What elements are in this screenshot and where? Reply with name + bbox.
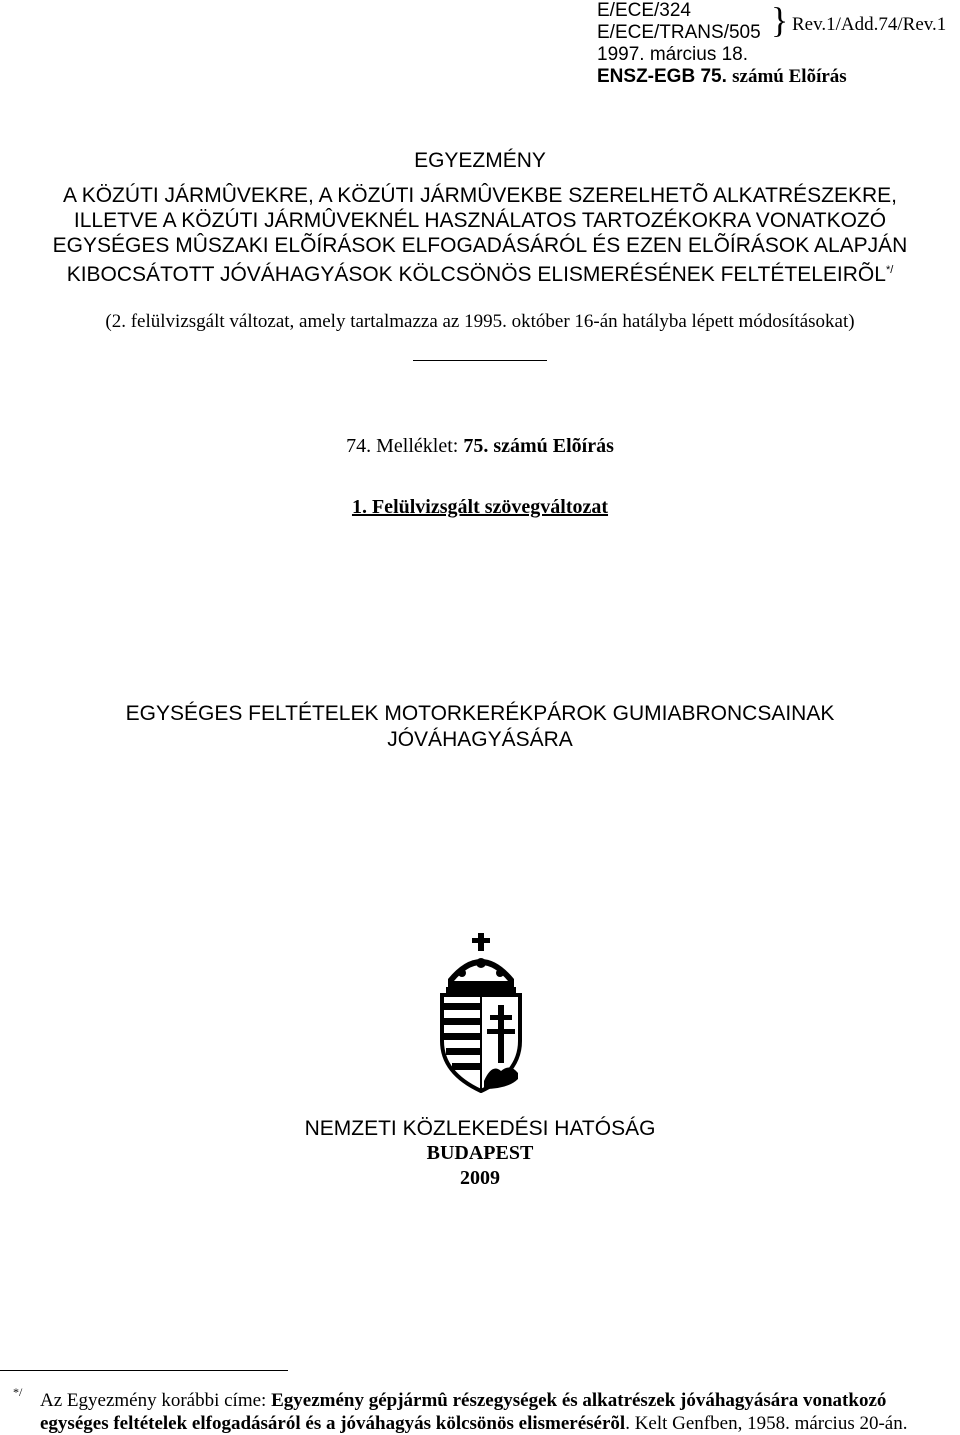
footnote-mark: */ — [13, 1385, 23, 1399]
agreement-title-line-2: ILLETVE A KÖZÚTI JÁRMÛVEKNÉL HASZNÁLATOS TARTOZÉKOKRA VONATKOZÓ — [73, 209, 887, 232]
regulation-prefix: ENSZ-EGB 75. — [597, 66, 733, 87]
regulation-ref — [597, 66, 847, 88]
regulation-suffix: számú Elõírás — [732, 66, 847, 87]
footnote-ref: */ — [885, 264, 894, 276]
authority-year: 2009 — [460, 1167, 500, 1189]
main-title-line-1: EGYSÉGES FELTÉTELEK MOTORKERÉKPÁROK GUMIABRONCSAINAK — [125, 702, 835, 725]
header-brace: } — [771, 0, 789, 40]
revision-note: (2. felülvizsgált változat, amely tartalmazza az 1995. október 16-án hatályba lépett módosításokat) — [105, 311, 855, 332]
agreement-title-line-4-text: KIBOCSÁTOTT JÓVÁHAGYÁSOK KÖLCSÖNÖS ELISMERÉSÉNEK FELTÉTELEIRÕL — [66, 263, 886, 286]
authority-name: NEMZETI KÖZLEKEDÉSI HATÓSÁG — [304, 1117, 656, 1140]
footnote-text-plain: Az Egyezmény korábbi címe: — [40, 1390, 272, 1411]
coat-of-arms-icon — [438, 933, 524, 1093]
header-date: 1997. március 18. — [597, 44, 749, 65]
footnote-text-end: . Kelt Genfben, 1958. március 20-án. — [625, 1413, 908, 1434]
footnote-rule — [0, 1370, 288, 1371]
doc-ref-1: E/ECE/324 — [597, 0, 691, 21]
agreement-title-line-1: A KÖZÚTI JÁRMÛVEKRE, A KÖZÚTI JÁRMÛVEKBE SZERELHETÕ ALKATRÉSZEKRE, — [63, 184, 897, 207]
doc-ref-2: E/ECE/TRANS/505 — [597, 22, 761, 43]
agreement-title-line-4 — [0, 258, 960, 287]
agreement-title-line-3: EGYSÉGES MÛSZAKI ELÕÍRÁSOK ELFOGADÁSÁRÓL ÉS EZEN ELÕÍRÁSOK ALAPJÁN — [52, 234, 908, 257]
annex-bold: 75. számú Elõírás — [463, 435, 614, 457]
footnote-text-bold: Egyezmény gépjármû részegységek és alkatrészek jóváhagyására vonatkozó egységes feltételek elfogadásáról és a jóváhagyás kölcsönös elismerésérõl — [40, 1390, 887, 1434]
main-title-line-2: JÓVÁHAGYÁSÁRA — [387, 728, 573, 751]
annex-prefix: 74. Melléklet: — [346, 435, 464, 457]
authority-city: BUDAPEST — [426, 1142, 534, 1164]
agreement-heading: EGYEZMÉNY — [414, 149, 546, 172]
revision-code: Rev.1/Add.74/Rev.1 — [792, 14, 947, 35]
separator-line — [413, 360, 547, 361]
footnote-text — [40, 1389, 940, 1435]
annex-heading — [0, 435, 960, 458]
revision-title: 1. Felülvizsgált szövegváltozat — [351, 496, 609, 518]
